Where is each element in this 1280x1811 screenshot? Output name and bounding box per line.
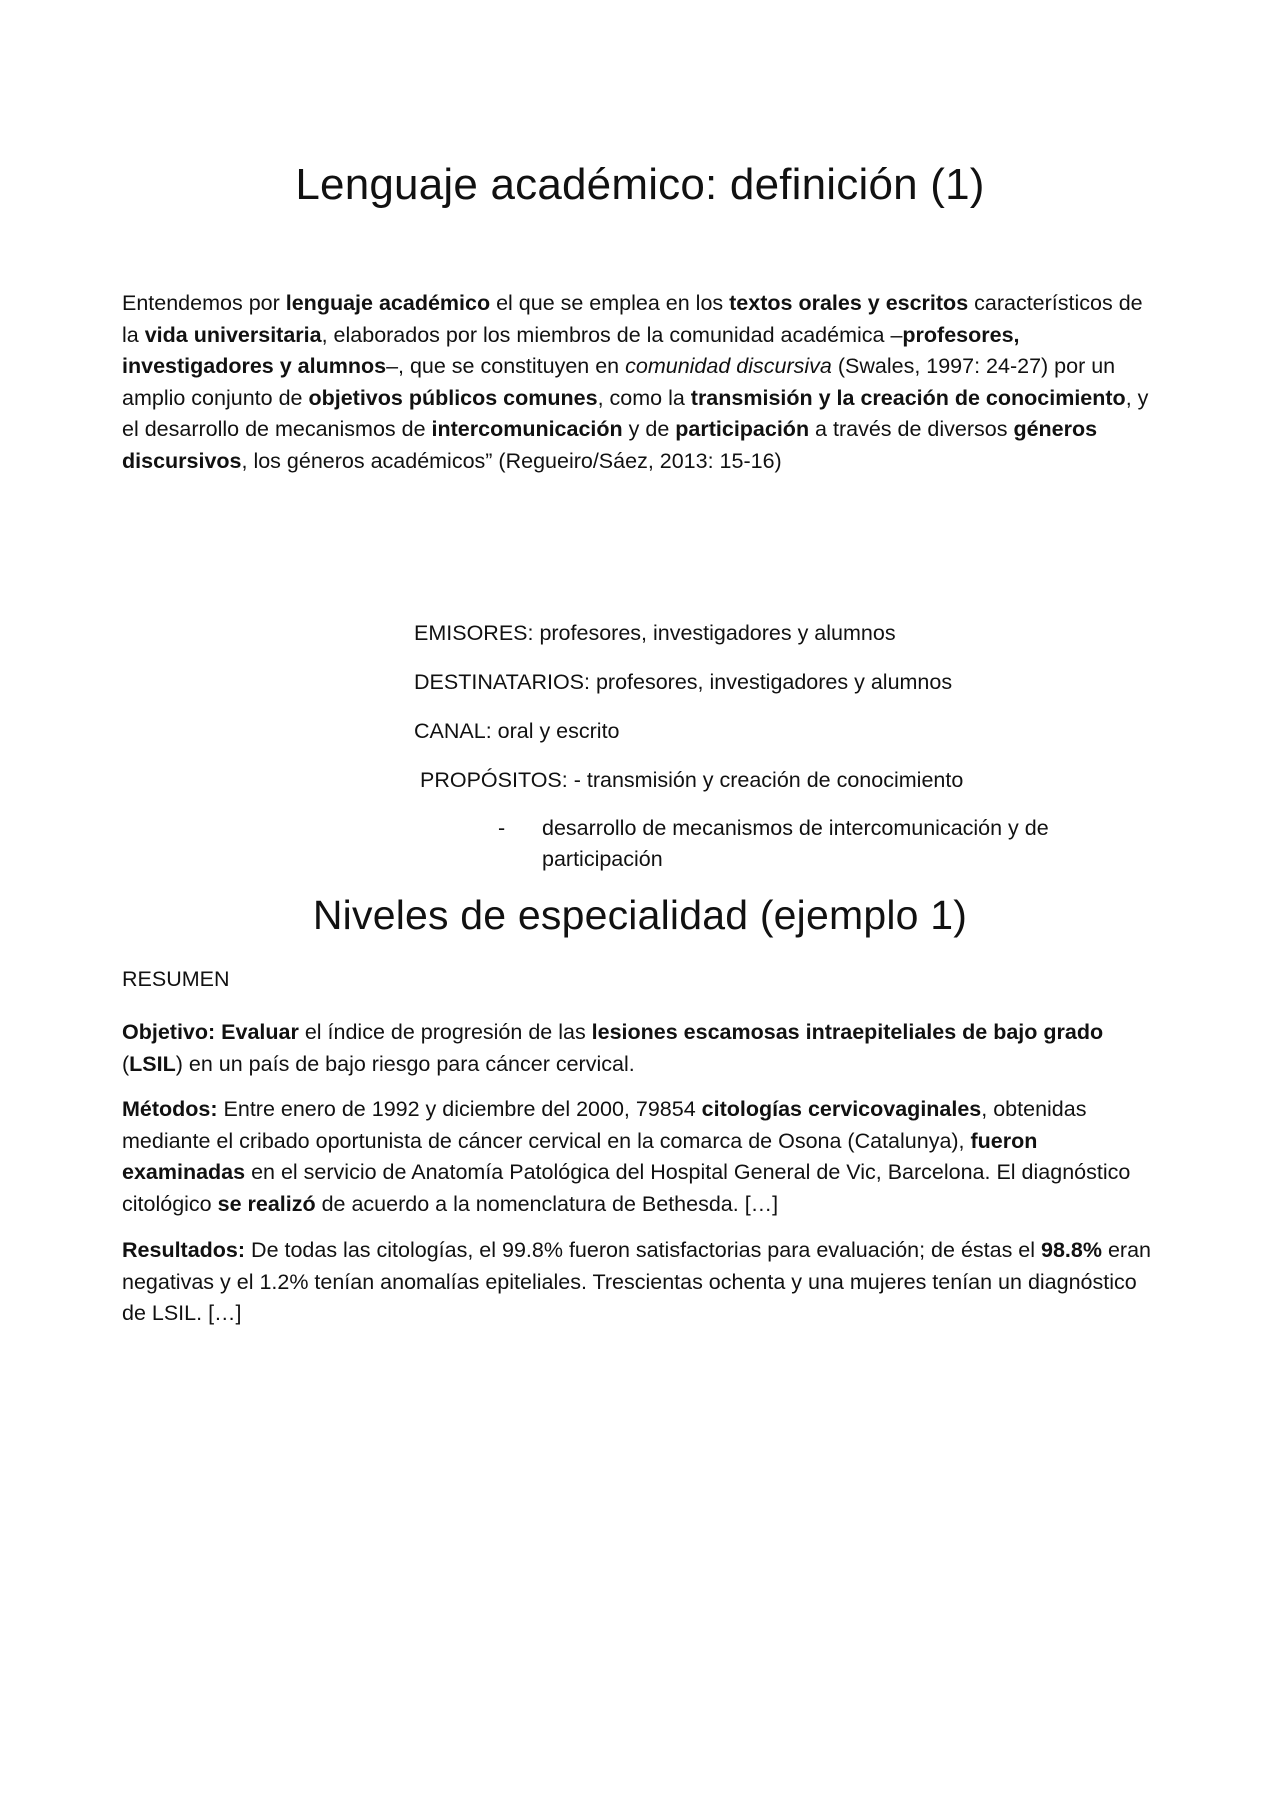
bold-run: vida universitaria bbox=[144, 322, 322, 347]
destinatarios-line: DESTINATARIOS: profesores, investigadores y alumnos bbox=[414, 670, 953, 694]
bold-run: textos orales y escritos bbox=[729, 291, 969, 315]
text-run: ( bbox=[122, 1051, 130, 1076]
text-run: , obtenidas mediante el cribado oportunista de cáncer cervical en la comarca de Osona (Catalunya), bbox=[122, 1097, 1087, 1153]
bold-run: Evaluar bbox=[221, 1020, 299, 1044]
metodos-paragraph bbox=[122, 1094, 1162, 1220]
metodos-label: Métodos: bbox=[122, 1097, 218, 1121]
canal-line: CANAL: oral y escrito bbox=[414, 719, 620, 743]
text-run: a través de diversos bbox=[809, 417, 1014, 441]
bold-run: se realizó bbox=[217, 1191, 316, 1216]
bold-run: lesiones escamosas intraepiteliales de bajo grado bbox=[591, 1020, 1104, 1044]
bold-run: objetivos públicos comunes bbox=[308, 385, 598, 410]
text-run: eran negativas y el 1.2% tenían anomalías epiteliales. Trescientas ochenta y una mujeres tenían un diagnóstico de LSIL. […] bbox=[122, 1238, 1151, 1325]
bold-run: 98.8% bbox=[1041, 1238, 1102, 1262]
text-run: –, que se constituyen en bbox=[386, 354, 626, 378]
bold-run: citologías cervicovaginales bbox=[701, 1097, 982, 1121]
text-run: de acuerdo a la nomenclatura de Bethesda. […] bbox=[315, 1191, 779, 1216]
text-run: característicos de la bbox=[122, 291, 1143, 347]
text-run: y de bbox=[622, 417, 676, 441]
bold-run: géneros discursivos bbox=[122, 417, 1098, 473]
bold-run: lenguaje académico bbox=[285, 291, 491, 315]
italic-run: comunidad discursiva bbox=[625, 354, 832, 378]
text-run: Entre enero de 1992 y diciembre del 2000, 79854 bbox=[217, 1097, 702, 1121]
text-run: en el servicio de Anatomía Patológica del Hospital General de Vic, Barcelona. El diagnóstico citológico bbox=[122, 1160, 1131, 1216]
section-title: Niveles de especialidad (ejemplo 1) bbox=[312, 892, 968, 938]
definition-paragraph bbox=[122, 288, 1162, 477]
text-run: , y el desarrollo de mecanismos de bbox=[122, 385, 1149, 441]
resultados-paragraph bbox=[122, 1235, 1162, 1330]
text-run: De todas las citologías, el 99.8% fueron satisfactorias para evaluación; de éstas el bbox=[245, 1238, 1042, 1262]
list-dash: - bbox=[498, 816, 506, 840]
objetivo-label: Objetivo: bbox=[122, 1020, 216, 1044]
bold-run: participación bbox=[675, 417, 810, 441]
text-run: el índice de progresión de las bbox=[298, 1020, 592, 1044]
text-run: , elaborados por los miembros de la comunidad académica – bbox=[321, 322, 903, 347]
text-run: ) en un país de bajo riesgo para cáncer cervical. bbox=[175, 1051, 635, 1076]
propositos-line: PROPÓSITOS: - transmisión y creación de conocimiento bbox=[420, 768, 964, 792]
bold-run: transmisión y la creación de conocimiento bbox=[690, 385, 1126, 410]
proposito-list-item bbox=[498, 813, 1102, 875]
text-run: Entendemos por bbox=[122, 291, 286, 315]
bold-run: fueron examinadas bbox=[122, 1128, 1038, 1184]
objetivo-paragraph bbox=[122, 1017, 1162, 1080]
bold-run: intercomunicación bbox=[431, 417, 623, 441]
resumen-heading: RESUMEN bbox=[122, 967, 230, 991]
bold-run: LSIL bbox=[129, 1051, 176, 1076]
bold-run: profesores, investigadores y alumnos bbox=[122, 322, 1020, 378]
proposito-text: desarrollo de mecanismos de intercomunicación y de participación bbox=[542, 816, 1049, 871]
text-run: , los géneros académicos” (Regueiro/Sáez, 2013: 15-16) bbox=[241, 448, 782, 473]
emisores-line: EMISORES: profesores, investigadores y alumnos bbox=[414, 621, 896, 645]
text-run: , como la bbox=[597, 385, 691, 410]
text-run: el que se emplea en los bbox=[490, 291, 730, 315]
resultados-label: Resultados: bbox=[122, 1238, 246, 1262]
page-title: Lenguaje académico: definición (1) bbox=[295, 160, 985, 209]
text-run: (Swales, 1997: 24-27) por un amplio conjunto de bbox=[122, 354, 1116, 410]
